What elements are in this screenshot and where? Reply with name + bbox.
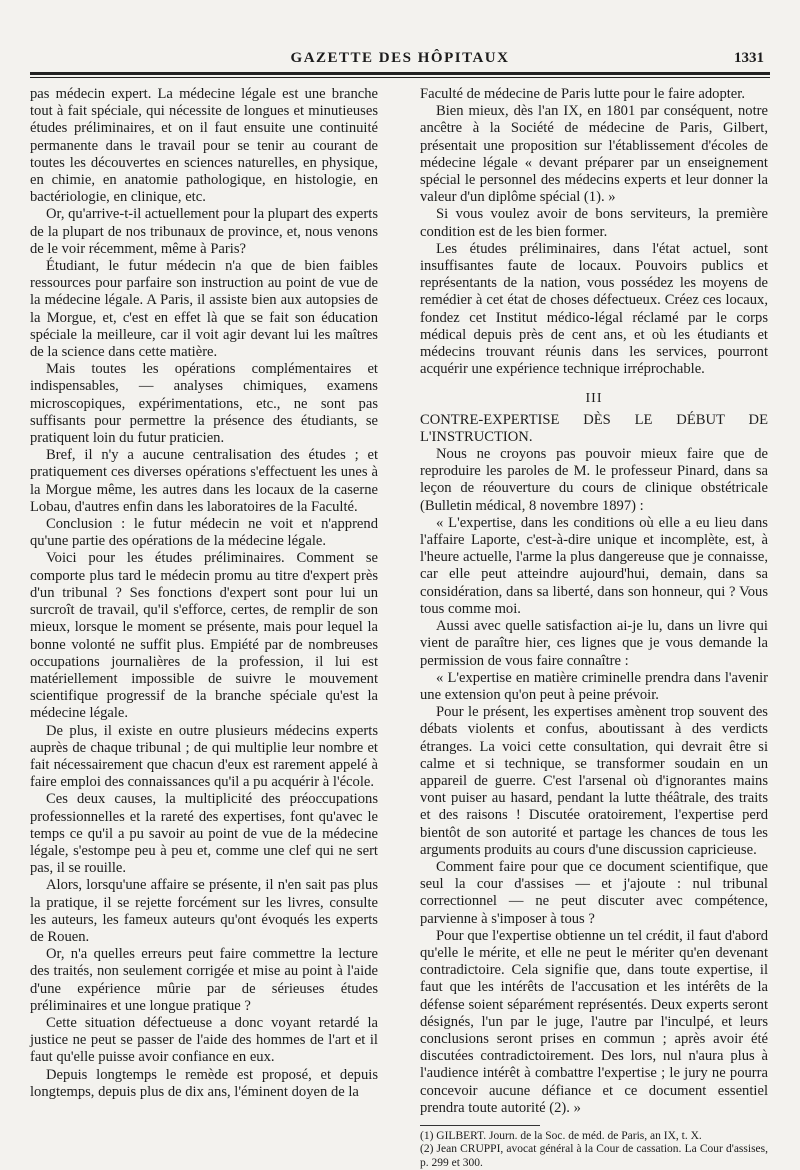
paragraph: Pour que l'expertise obtienne un tel crédit, il faut d'abord qu'elle le mérite, et elle ne peut le mériter qu'en devenant contradictoire. Cela signifie que, dans toute expertise, il faut que les intérêts de l'accusation et les intérêts de la défense soient séparément représentés. Deux experts seront désignés, l'un par le juge, l'autre par l'inculpé, et leurs conclusions seront prises en commun ; après avoir été discutées contradictoirement. Des lors, nul n'aura plus à l'audience intérêt à combattre l'expertise ; le jury ne pourra concevoir aucune défiance et ce document essentiel prendra toute autorité (2). » [420, 927, 768, 1116]
footnote: (1) GILBERT. Journ. de la Soc. de méd. de Paris, an IX, t. X. [420, 1129, 702, 1142]
paragraph: Étudiant, le futur médecin n'a que de bien faibles ressources pour parfaire son instruction au point de vue de la médecine légale. A Paris, il assiste bien aux autopsies de la Morgue, et, c'est en effet là que se fait son éducation spéciale la meilleure, car il voit agir devant lui les maîtres de la science dans cette matière. [30, 258, 378, 361]
section-number: III [585, 391, 603, 407]
paragraph: De plus, il existe en outre plusieurs médecins experts auprès de chaque tribunal ; de qui multiplie leur nombre et fait nécessairement que chacun d'eux est rarement appelé à faire emploi des connaissances qu'il a pu acquérir à l'école. [30, 722, 378, 791]
paragraph: Depuis longtemps le remède est proposé, et depuis longtemps, depuis plus de dix ans, l'éminent doyen de la [30, 1066, 378, 1100]
paragraph: Aussi avec quelle satisfaction ai-je lu, dans un livre qui vient de paraître hier, ces lignes que je vous demande la permission de vous faire connaître : [420, 618, 768, 669]
paragraph: Voici pour les études préliminaires. Comment se comporte plus tard le médecin promu au titre d'expert près d'un tribunal ? Ses fonctions d'expert sont pour lui un surcroît de travail, qu'il s'efforce, certes, de remplir de son mieux, lorsque le moment se présente, mais pour lequel la bonne volonté ne suffit plus. Empiété par de nombreuses occupations journalières de la profession, il lui est matériellement impossible de suivre le mouvement scientifique progressif de la branche spéciale qu'est la médecine légale. [30, 550, 378, 722]
paragraph: Alors, lorsqu'une affaire se présente, il n'en sait pas plus la pratique, il se rejette forcément sur les livres, consulte les auteurs, les fameux auteurs qu'ont évoqués les experts de Rouen. [30, 877, 378, 945]
page-number: 1331 [734, 50, 764, 66]
header-rule-thin [30, 77, 770, 78]
paragraph: Les études préliminaires, dans l'état actuel, sont insuffisantes faute de locaux. Pouvoirs publics et représentants de la nation, vous possédez les moyens de remédier à cet état de choses défectueux. Créez ces locaux, fondez cet Institut médico-légal réclamé par le corps médical depuis près de cent ans, et où les étudiants et médecins trouvant réunis dans les services, pourront acquérir une expérience technique irréprochable. [420, 240, 768, 378]
paragraph: Faculté de médecine de Paris lutte pour le faire adopter. [420, 86, 745, 102]
paragraph: Bien mieux, dès l'an IX, en 1801 par conséquent, notre ancêtre à la Société de médecine de Paris, Gilbert, présentait une proposition sur l'établissement d'écoles de médecine légale « devant préparer par un enseignement spécial le personnel des médecins experts et leur donner la valeur d'un diplôme spécial (1). » [420, 103, 768, 206]
page-header [30, 50, 770, 72]
paragraph: Nous ne croyons pas pouvoir mieux faire que de reproduire les paroles de M. le professeur Pinard, dans sa leçon de réouverture du cours de clinique obstétricale (Bulletin médical, 8 novembre 1897) : [420, 446, 768, 514]
header-rule-thick [30, 72, 770, 75]
running-title: GAZETTE DES HÔPITAUX [290, 50, 510, 66]
paragraph: Cette situation défectueuse a donc voyant retardé la justice ne peut se passer de l'aide des hommes de l'art et il faut qu'elle puisse avoir confiance en eux. [30, 1014, 378, 1066]
right-column [420, 86, 768, 1169]
paragraph: Pour le présent, les expertises amènent trop souvent des débats violents et confus, aboutissant à des verdicts étranges. La voici cette consultation, qui devrait être si calme et si technique, se transformer soudain en un appareil de guerre. C'est l'arsenal où d'ignorantes mains vont puiser au hasard, pendant la lutte théâtrale, des traits et des raisons ! Discutée oratoirement, l'expertise perd bientôt de son autorité et partage les chances de tous les arguments produits au cours d'une discussion capricieuse. [420, 704, 768, 858]
paragraph: Or, qu'arrive-t-il actuellement pour la plupart des experts de la plupart de nos tribunaux de province, et, nous venons de le voir récemment, même à Paris? [30, 206, 378, 257]
footnote: (2) Jean CRUPPI, avocat général à la Cour de cassation. La Cour d'assises, p. 299 et 300. [420, 1143, 768, 1169]
paragraph: Conclusion : le futur médecin ne voit et n'apprend qu'une partie des opérations de la médecine légale. [30, 516, 378, 550]
paragraph: Or, n'a quelles erreurs peut faire commettre la lecture des traités, non seulement corrigée et mise au point à l'aide d'une expérience mûrie par de sérieuses études préliminaires et une longue pratique ? [30, 946, 378, 1014]
paragraph: Comment faire pour que ce document scientifique, que seul la cour d'assises — et j'ajoute : nul tribunal correctionnel — ne peut discuter avec compétence, parvienne à s'imposer à tous ? [420, 858, 768, 927]
paragraph: « L'expertise en matière criminelle prendra dans l'avenir une extension qu'on peut à peine prévoir. [420, 669, 768, 703]
paragraph: « L'expertise, dans les conditions où elle a eu lieu dans l'affaire Laporte, c'est-à-dire unique et incomplète, est, à l'heure actuelle, l'arme la plus dangereuse que je connaisse, car elle peut atteindre aujourd'hui, demain, dans sa considération, dans sa liberté, dans son honneur, qui ? Vous tous comme moi. [420, 514, 768, 617]
paragraph: pas médecin expert. La médecine légale est une branche tout à fait spéciale, qui nécessite de longues et minutieuses études préliminaires, et on il faut ensuite une continuité permanente dans le travail pour se tenir au courant de toutes les découvertes en sciences naturelles, en physique, en chimie, en anatomie pathologique, en histologie, en bactériologie, en clinique, etc. [30, 86, 378, 206]
paragraph: Si vous voulez avoir de bons serviteurs, la première condition est de les bien former. [420, 206, 768, 240]
paragraph: Ces deux causes, la multiplicité des préoccupations professionnelles et la rareté des expertises, font qu'avec le temps ce qu'il a pu savoir au point de vue de la médecine légale, s'estompe peu à peu et, comme une clef qui ne sert pas, il se rouille. [30, 791, 378, 877]
footnote-rule [420, 1125, 540, 1126]
paragraph: Bref, il n'y a aucune centralisation des études ; et pratiquement ces diverses opérations s'effectuent les unes à la Morgue même, les autres dans les locaux de la caserne Lobau, d'autres enfin dans les laboratoires de la Faculté. [30, 447, 378, 515]
paragraph: Mais toutes les opérations complémentaires et indispensables, — analyses chimiques, examens microscopiques, expérimentations, etc., ne sont pas suffisants pour permettre la présence des étudiants, se pratiquent loin du futur praticien. [30, 361, 378, 447]
section-heading: CONTRE-EXPERTISE DÈS LE DÉBUT DE L'INSTRUCTION. [420, 411, 768, 445]
left-column [30, 86, 378, 1129]
